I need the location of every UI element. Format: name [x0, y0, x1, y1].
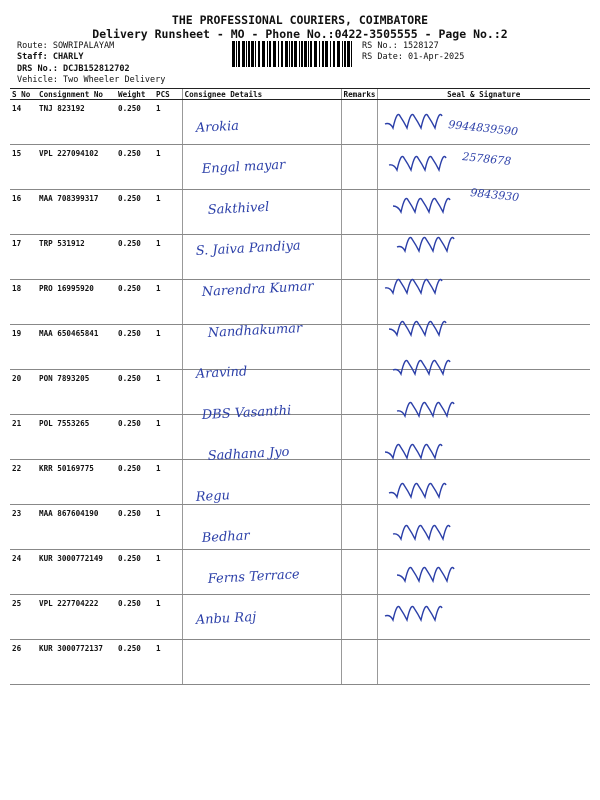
handwritten-phone-note: 9843930	[469, 186, 520, 205]
handwritten-consignee-name: Ferns Terrace	[207, 567, 300, 587]
handwritten-consignee-name: Engal mayar	[201, 157, 286, 177]
cell-remarks	[341, 325, 377, 370]
cell-consignee-details	[182, 415, 341, 460]
cell-consignment-no: MAA 650465841	[37, 325, 116, 370]
table-row	[10, 325, 590, 370]
cell-sno: 16	[10, 190, 37, 235]
cell-consignee-details	[182, 505, 341, 550]
cell-consignment-no: KUR 3000772149	[37, 550, 116, 595]
cell-seal-signature	[377, 280, 590, 325]
cell-pcs: 1	[154, 100, 182, 145]
cell-consignment-no: MAA 708399317	[37, 190, 116, 235]
handwritten-phone-note: 9944839590	[447, 118, 519, 139]
cell-sno: 17	[10, 235, 37, 280]
cell-seal-signature	[377, 550, 590, 595]
handwritten-consignee-name: Sadhana Jyo	[207, 444, 290, 464]
cell-sno: 19	[10, 325, 37, 370]
cell-remarks	[341, 550, 377, 595]
cell-remarks	[341, 505, 377, 550]
cell-sno: 20	[10, 370, 37, 415]
table-row	[10, 235, 590, 280]
cell-remarks	[341, 280, 377, 325]
table-row	[10, 280, 590, 325]
cell-pcs: 1	[154, 280, 182, 325]
route-label: Route: SOWRIPALAYAM	[17, 41, 115, 51]
runsheet-table	[10, 88, 590, 685]
cell-sno: 15	[10, 145, 37, 190]
cell-sno: 24	[10, 550, 37, 595]
cell-weight: 0.250	[116, 505, 154, 550]
cell-consignment-no: TRP 531912	[37, 235, 116, 280]
cell-pcs: 1	[154, 190, 182, 235]
table-row	[10, 415, 590, 460]
cell-consignee-details	[182, 640, 341, 685]
cell-remarks	[341, 190, 377, 235]
handwritten-consignee-name: DBS Vasanthi	[201, 403, 292, 423]
cell-seal-signature	[377, 325, 590, 370]
cell-sno: 21	[10, 415, 37, 460]
cell-pcs: 1	[154, 325, 182, 370]
handwritten-consignee-name: Aravind	[195, 364, 248, 382]
cell-pcs: 1	[154, 550, 182, 595]
cell-consignment-no: TNJ 823192	[37, 100, 116, 145]
column-header-sno: S No	[10, 89, 37, 100]
cell-weight: 0.250	[116, 415, 154, 460]
cell-sno: 18	[10, 280, 37, 325]
cell-consignee-details	[182, 370, 341, 415]
cell-pcs: 1	[154, 370, 182, 415]
barcode-image	[230, 41, 354, 67]
table-row	[10, 640, 590, 685]
cell-pcs: 1	[154, 145, 182, 190]
cell-pcs: 1	[154, 505, 182, 550]
cell-consignment-no: VPL 227094102	[37, 145, 116, 190]
cell-remarks	[341, 460, 377, 505]
table-row	[10, 370, 590, 415]
table-row	[10, 145, 590, 190]
cell-consignment-no: PON 7893205	[37, 370, 116, 415]
table-row	[10, 460, 590, 505]
cell-seal-signature	[377, 460, 590, 505]
cell-consignee-details	[182, 190, 341, 235]
runsheet-subtitle: Delivery Runsheet - MO - Phone No.:0422-3505555 - Page No.:2	[92, 27, 508, 41]
handwritten-consignee-name: Sakthivel	[207, 199, 270, 218]
cell-remarks	[341, 145, 377, 190]
cell-remarks	[341, 235, 377, 280]
cell-consignee-details	[182, 325, 341, 370]
cell-consignee-details	[182, 550, 341, 595]
cell-consignment-no: PRO 16995920	[37, 280, 116, 325]
cell-weight: 0.250	[116, 550, 154, 595]
cell-weight: 0.250	[116, 640, 154, 685]
cell-weight: 0.250	[116, 280, 154, 325]
cell-pcs: 1	[154, 460, 182, 505]
cell-weight: 0.250	[116, 190, 154, 235]
cell-seal-signature	[377, 100, 590, 145]
cell-pcs: 1	[154, 595, 182, 640]
cell-remarks	[341, 640, 377, 685]
cell-seal-signature	[377, 595, 590, 640]
staff-label: Staff: CHARLY	[17, 52, 84, 62]
rs-date: RS Date: 01-Apr-2025	[362, 52, 465, 62]
table-row	[10, 595, 590, 640]
cell-seal-signature	[377, 505, 590, 550]
cell-weight: 0.250	[116, 100, 154, 145]
cell-consignee-details	[182, 145, 341, 190]
handwritten-consignee-name: Arokia	[195, 118, 240, 136]
cell-remarks	[341, 100, 377, 145]
handwritten-consignee-name: S. Jaiva Pandiya	[195, 238, 301, 259]
column-header-consignment: Consignment No	[37, 89, 116, 100]
handwritten-consignee-name: Anbu Raj	[195, 609, 257, 628]
cell-sno: 22	[10, 460, 37, 505]
cell-remarks	[341, 370, 377, 415]
column-header-weight: Weight	[116, 89, 154, 100]
drs-label: DRS No.: DCJB152812702	[17, 64, 130, 74]
cell-sno: 26	[10, 640, 37, 685]
column-header-consignee: Consignee Details	[182, 89, 341, 100]
cell-seal-signature	[377, 235, 590, 280]
table-header-row	[10, 89, 590, 100]
handwritten-consignee-name: Regu	[195, 488, 231, 505]
vehicle-label: Vehicle: Two Wheeler Delivery	[17, 75, 166, 85]
cell-seal-signature	[377, 640, 590, 685]
column-header-seal: Seal & Signature	[377, 89, 590, 100]
cell-pcs: 1	[154, 415, 182, 460]
rs-number: RS No.: 1528127	[362, 41, 439, 51]
cell-seal-signature	[377, 190, 590, 235]
cell-consignment-no: VPL 227704222	[37, 595, 116, 640]
cell-pcs: 1	[154, 235, 182, 280]
cell-consignee-details	[182, 100, 341, 145]
cell-sno: 23	[10, 505, 37, 550]
cell-weight: 0.250	[116, 460, 154, 505]
cell-consignment-no: KUR 3000772137	[37, 640, 116, 685]
table-row	[10, 190, 590, 235]
cell-consignee-details	[182, 595, 341, 640]
cell-weight: 0.250	[116, 235, 154, 280]
cell-remarks	[341, 415, 377, 460]
cell-remarks	[341, 595, 377, 640]
cell-seal-signature	[377, 370, 590, 415]
cell-weight: 0.250	[116, 370, 154, 415]
handwritten-consignee-name: Bedhar	[201, 528, 251, 546]
column-header-remarks: Remarks	[341, 89, 377, 100]
table-row	[10, 505, 590, 550]
column-header-pcs: PCS	[154, 89, 182, 100]
cell-consignment-no: KRR 50169775	[37, 460, 116, 505]
table-row	[10, 550, 590, 595]
table-row	[10, 100, 590, 145]
cell-weight: 0.250	[116, 145, 154, 190]
company-title: THE PROFESSIONAL COURIERS, COIMBATORE	[171, 13, 429, 27]
cell-seal-signature	[377, 415, 590, 460]
cell-weight: 0.250	[116, 325, 154, 370]
cell-consignment-no: MAA 867604190	[37, 505, 116, 550]
cell-sno: 25	[10, 595, 37, 640]
cell-consignee-details	[182, 460, 341, 505]
cell-pcs: 1	[154, 640, 182, 685]
cell-weight: 0.250	[116, 595, 154, 640]
cell-consignee-details	[182, 280, 341, 325]
handwritten-consignee-name: Nandhakumar	[207, 321, 303, 341]
cell-consignment-no: POL 7553265	[37, 415, 116, 460]
cell-consignee-details	[182, 235, 341, 280]
handwritten-consignee-name: Narendra Kumar	[201, 279, 314, 300]
cell-seal-signature	[377, 145, 590, 190]
handwritten-phone-note: 2578678	[461, 150, 512, 169]
cell-sno: 14	[10, 100, 37, 145]
